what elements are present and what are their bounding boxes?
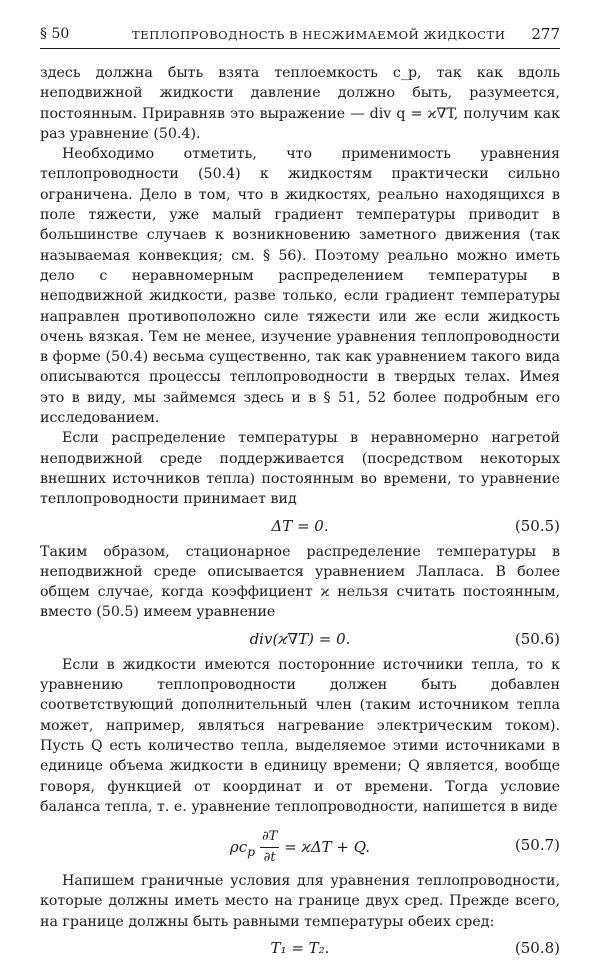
equation-expression (40, 827, 560, 869)
eq-fraction (260, 827, 279, 869)
equation-number: (50.5) (514, 516, 560, 535)
equation-50-8 (40, 934, 560, 962)
equation-50-7 (40, 819, 560, 869)
paragraph: Напишем граничные условия для уравнения теплопроводности, которые должны иметь место на границе двух сред. Прежде всего, на границе должны быть равными температуры обеих сред: (40, 873, 560, 930)
equation-number: (50.6) (514, 629, 560, 648)
equation-expression: ΔT = 0. (271, 516, 329, 535)
paragraph: здесь должна быть взята теплоемкость c_p, так как вдоль неподвижной жидкости давление должно быть, разумеется, постоянным. Приравняв это выражение — div q = ϰ∇T, получим как раз уравнение (50.4). (40, 65, 560, 142)
equation-50-5 (40, 512, 560, 540)
eq-lhs-prefix: ρc (229, 837, 248, 856)
body-text (40, 63, 560, 962)
equation-50-6 (40, 625, 560, 653)
paragraph: Необходимо отметить, что применимость уравнения теплопроводности (50.4) к жидкостям практически сильно ограничена. Дело в том, что в жидкостях, реально находящихся в поле тяжести, уже малый градиент температуры приводит в большинстве случаев к возникновению заметного движения (так называемая конвекция; см. § 56). Поэтому реально можно иметь дело с неравномерным распределением температуры в неподвижной жидкости, разве только, если градиент температуры направлен противоположно силе тяжести или же если жидкость очень вязкая. Тем не менее, изучение уравнения теплопроводности в форме (50.4) весьма существенно, так как уравнением такого вида описываются процессы теплопроводности в твердых телах. Имея это в виду, мы займемся здесь и в § 51, 52 более подробным его исследованием. (40, 146, 560, 427)
paragraph: Если распределение температуры в неравномерно нагретой неподвижной среде поддерживается (посредством некоторых внешних источников тепла) постоянным во времени, то уравнение теплопроводности принимает вид (40, 430, 560, 508)
eq-fraction-numerator: ∂T (260, 827, 279, 848)
eq-rhs: = ϰΔT + Q. (284, 837, 371, 856)
equation-number: (50.8) (514, 938, 560, 957)
page-number: 277 (531, 25, 560, 43)
paragraph: Если в жидкости имеются посторонние источники тепла, то к уравнению теплопроводности должен быть добавлен соответствующий дополнительный член (таким источником тепла может, например, являться нагревание электрическим током). Пусть Q есть количество тепла, выделяемое этими источниками в единице объема жидкости в единицу времени; Q является, вообще говоря, функцией от координат и от времени. Тогда условие баланса тепла, т. е. уравнение теплопроводности, напишется в виде (40, 656, 560, 815)
eq-fraction-denominator: ∂t (263, 850, 276, 866)
equation-expression: T₁ = T₂. (270, 938, 330, 957)
equation-number: (50.7) (514, 836, 560, 855)
running-title: ТЕПЛОПРОВОДНОСТЬ В НЕСЖИМАЕМОЙ ЖИДКОСТИ (132, 28, 506, 42)
running-head (40, 22, 560, 49)
eq-lhs-subscript: p (247, 843, 256, 859)
paragraph: Таким образом, стационарное распределение температуры в неподвижной среде описывается уравнением Лапласа. В более общем случае, когда коэффициент ϰ нельзя считать постоянным, вместо (50.5) имеем уравнение (40, 543, 560, 621)
section-number: § 50 (40, 26, 70, 42)
equation-expression: div(ϰ∇T) = 0. (249, 629, 351, 648)
page (40, 22, 560, 964)
